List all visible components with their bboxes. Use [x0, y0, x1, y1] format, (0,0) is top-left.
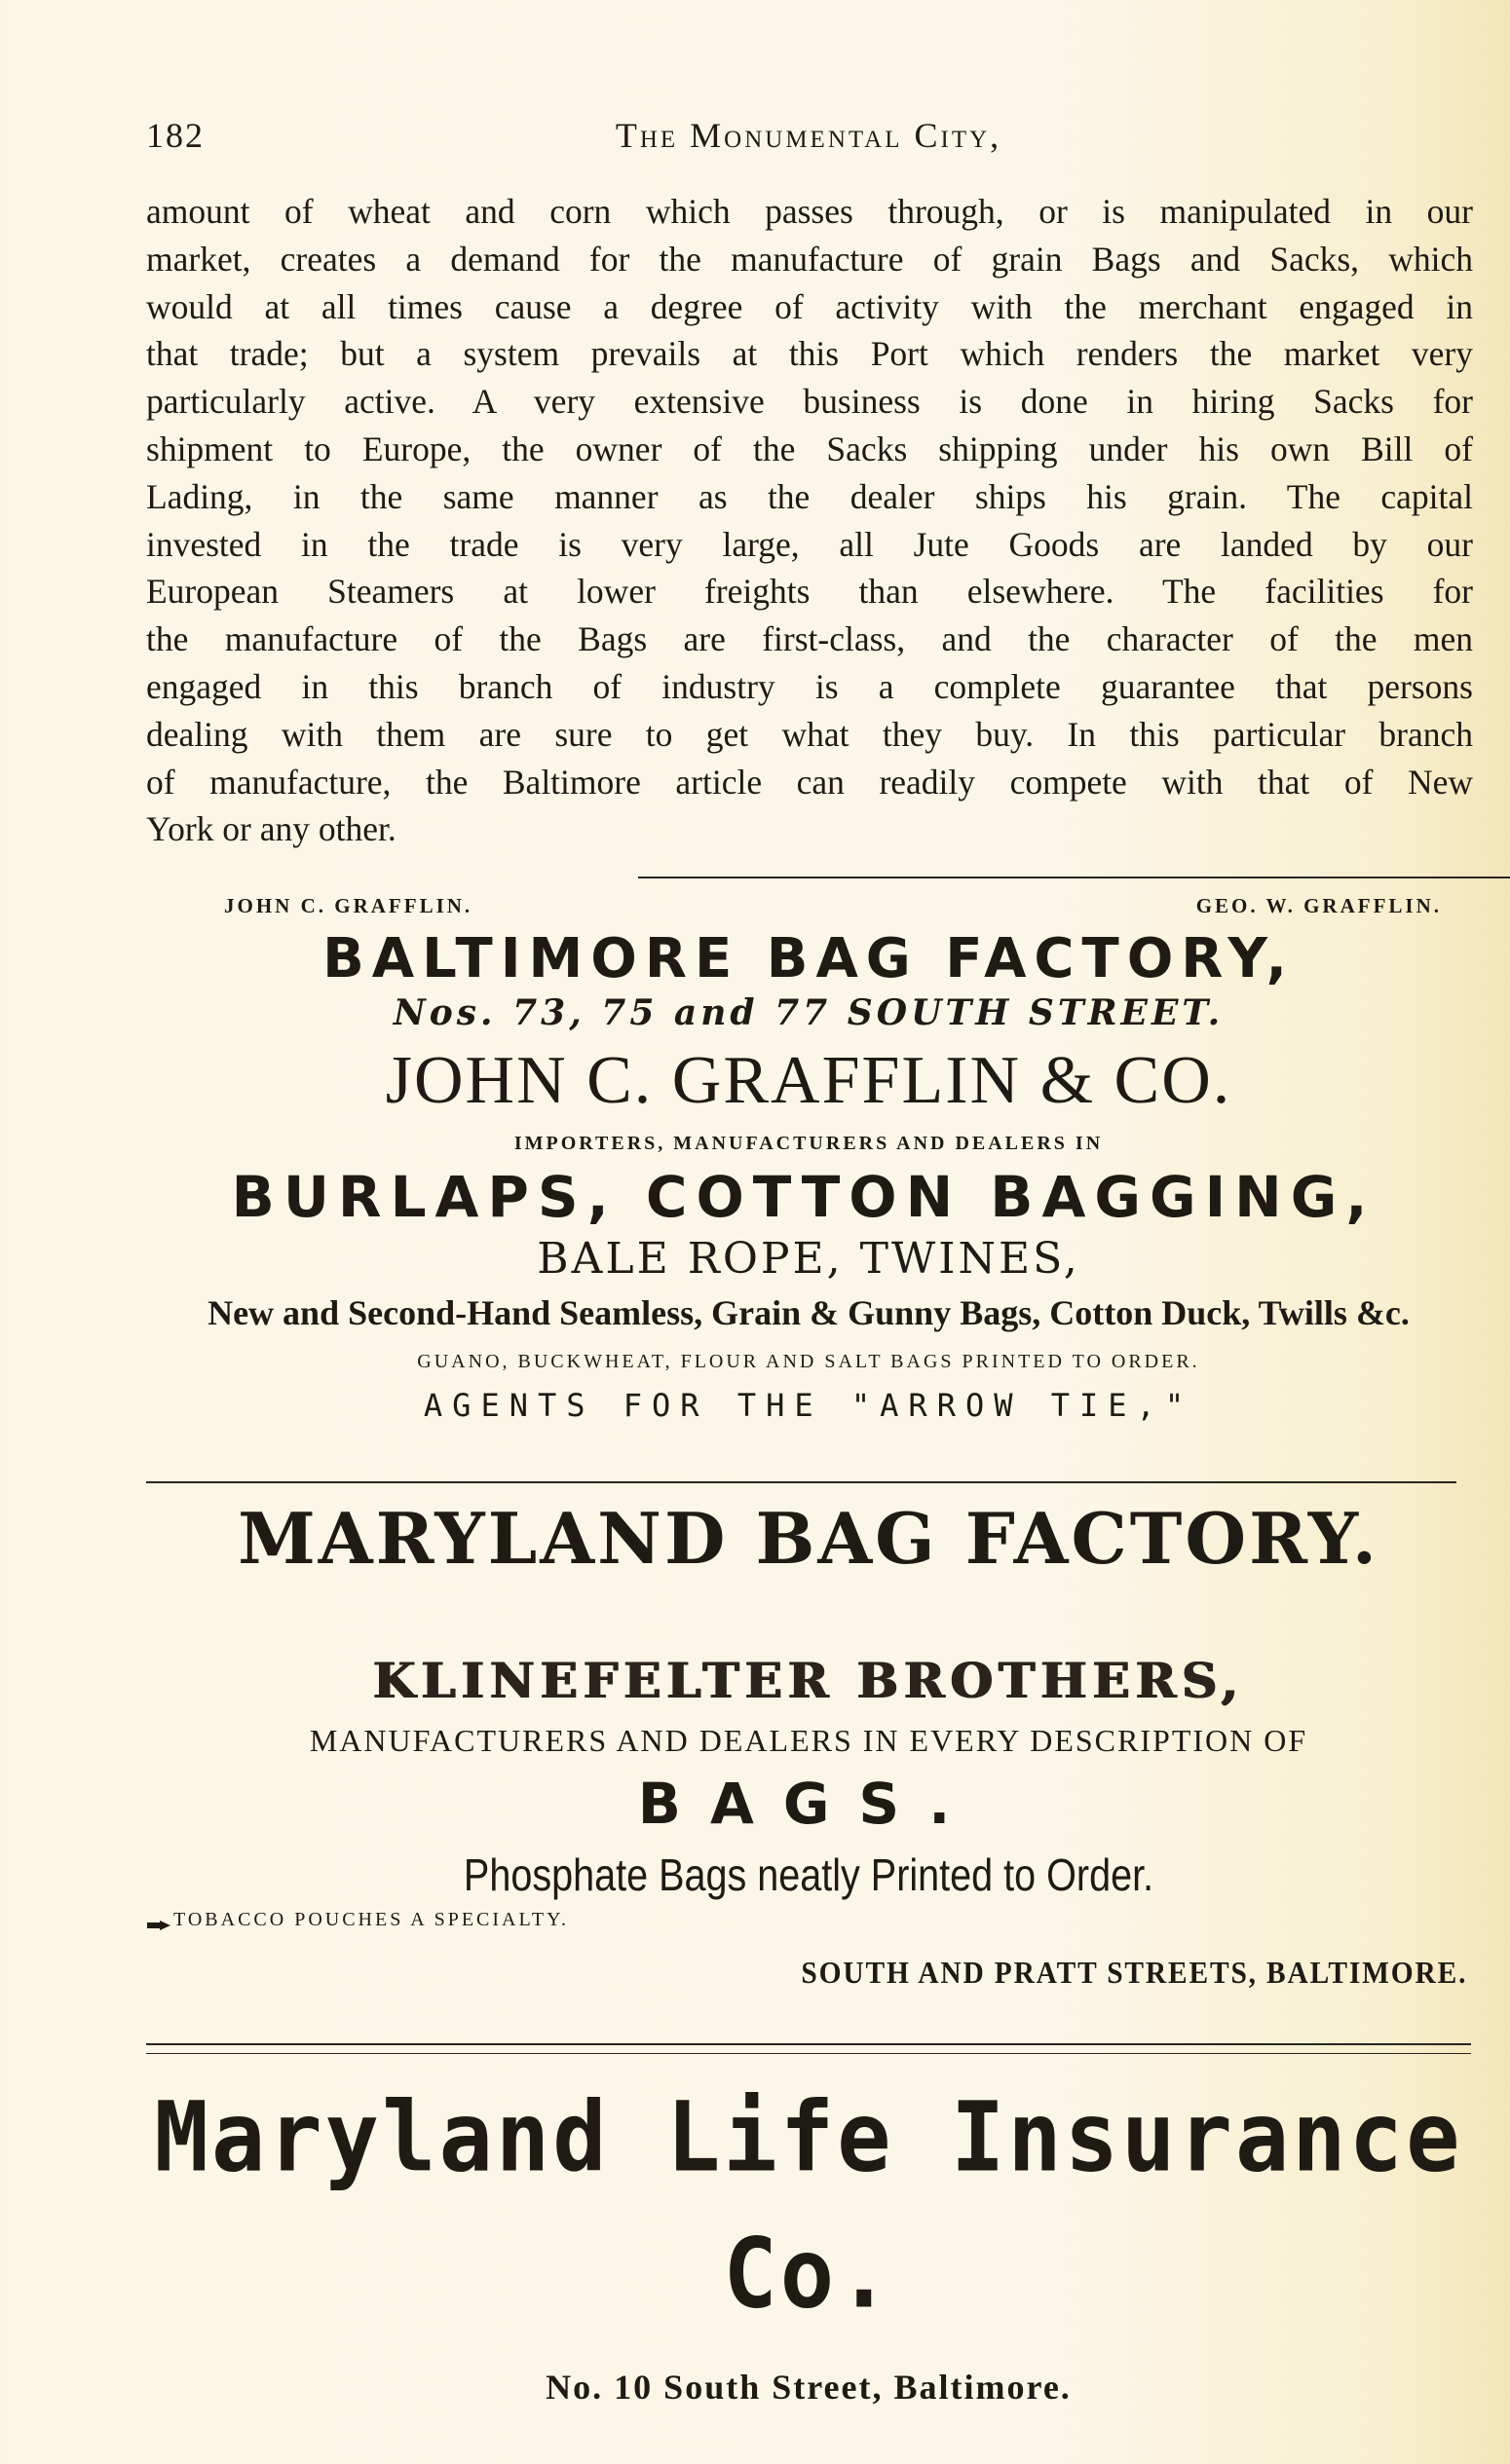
- divider-rule: [638, 877, 1510, 878]
- body-line: York or any other.: [146, 809, 396, 849]
- ad-address: Nos. 73, 75 and 77 SOUTH STREET.: [393, 992, 1225, 1033]
- tobacco-line: [146, 1909, 1471, 1948]
- body-line: the manufacture of the Bags are first-class, and the character of the men: [146, 619, 1473, 659]
- ad-products-list: New and Second-Hand Seamless, Grain & Gunny Bags, Cotton Duck, Twills &c.: [208, 1293, 1410, 1332]
- divider-rule: [146, 1481, 1456, 1483]
- pointing-hand-icon: [146, 1915, 171, 1926]
- ad-address: No. 10 South Street, Baltimore.: [546, 2368, 1072, 2407]
- firm-name: KLINEFELTER BROTHERS,: [373, 1652, 1244, 1709]
- body-line: would at all times cause a degree of activity with the merchant engaged in: [146, 286, 1473, 326]
- body-line: of manufacture, the Baltimore article can readily compete with that of New: [146, 762, 1473, 802]
- partner-names: [146, 894, 1471, 923]
- ad-baltimore-bag-factory: [146, 894, 1471, 1428]
- ad-bags-heading: BAGS.: [637, 1771, 980, 1837]
- ad-products-heading: BURLAPS, COTTON BAGGING,: [231, 1164, 1377, 1230]
- book-page: [146, 0, 1471, 2464]
- ad-title: MARYLAND BAG FACTORY.: [238, 1497, 1379, 1580]
- body-line: that trade; but a system prevails at this Port which renders the market very: [146, 334, 1473, 374]
- body-line: engaged in this branch of industry is a complete guarantee that persons: [146, 666, 1473, 706]
- ad-title: Maryland Life Insurance Co.: [154, 2080, 1463, 2331]
- tobacco-text: TOBACCO POUCHES A SPECIALTY.: [173, 1909, 569, 1930]
- ad-maryland-life-insurance: [146, 2079, 1471, 2416]
- divider-rule: [146, 2053, 1471, 2054]
- body-line: particularly active. A very extensive business is done in hiring Sacks for: [146, 382, 1473, 422]
- page-number: 182: [146, 116, 205, 155]
- running-title: The Monumental City,: [615, 116, 1002, 155]
- ad-location: SOUTH AND PRATT STREETS, BALTIMORE.: [801, 1955, 1468, 1990]
- body-line: invested in the trade is very large, all Jute Goods are landed by our: [146, 524, 1473, 564]
- ad-agents-line: AGENTS FOR THE "ARROW TIE,": [423, 1387, 1194, 1424]
- ad-products-subheading: BALE ROPE, TWINES,: [537, 1234, 1080, 1284]
- body-line: market, creates a demand for the manufacture of grain Bags and Sacks, which: [146, 239, 1473, 279]
- body-line: Lading, in the same manner as the dealer ships his grain. The capital: [146, 476, 1473, 516]
- partner-left: JOHN C. GRAFFLIN.: [224, 894, 473, 917]
- body-line: amount of wheat and corn which passes through, or is manipulated in our: [146, 192, 1473, 231]
- body-line: European Steamers at lower freights than elsewhere. The facilities for: [146, 572, 1473, 612]
- ad-phosphate-line: Phosphate Bags neatly Printed to Order.: [463, 1849, 1154, 1900]
- divider-rule: [146, 2043, 1471, 2045]
- ad-printing-note: GUANO, BUCKWHEAT, FLOUR AND SALT BAGS PRINTED TO ORDER.: [417, 1351, 1200, 1372]
- body-paragraph: [146, 188, 1473, 853]
- ad-maryland-bag-factory: [146, 1490, 1471, 1997]
- body-line: dealing with them are sure to get what they buy. In this particular branch: [146, 714, 1473, 754]
- ad-tagline: IMPORTERS, MANUFACTURERS AND DEALERS IN: [513, 1133, 1104, 1154]
- company-name: JOHN C. GRAFFLIN & CO.: [385, 1043, 1232, 1118]
- body-line: shipment to Europe, the owner of the Sacks shipping under his own Bill of: [146, 429, 1473, 468]
- ad-tagline: MANUFACTURERS AND DEALERS IN EVERY DESCRIPTION OF: [309, 1723, 1308, 1758]
- running-head: [146, 115, 1471, 164]
- ad-title: BALTIMORE BAG FACTORY,: [322, 927, 1295, 990]
- partner-right: GEO. W. GRAFFLIN.: [1195, 894, 1442, 917]
